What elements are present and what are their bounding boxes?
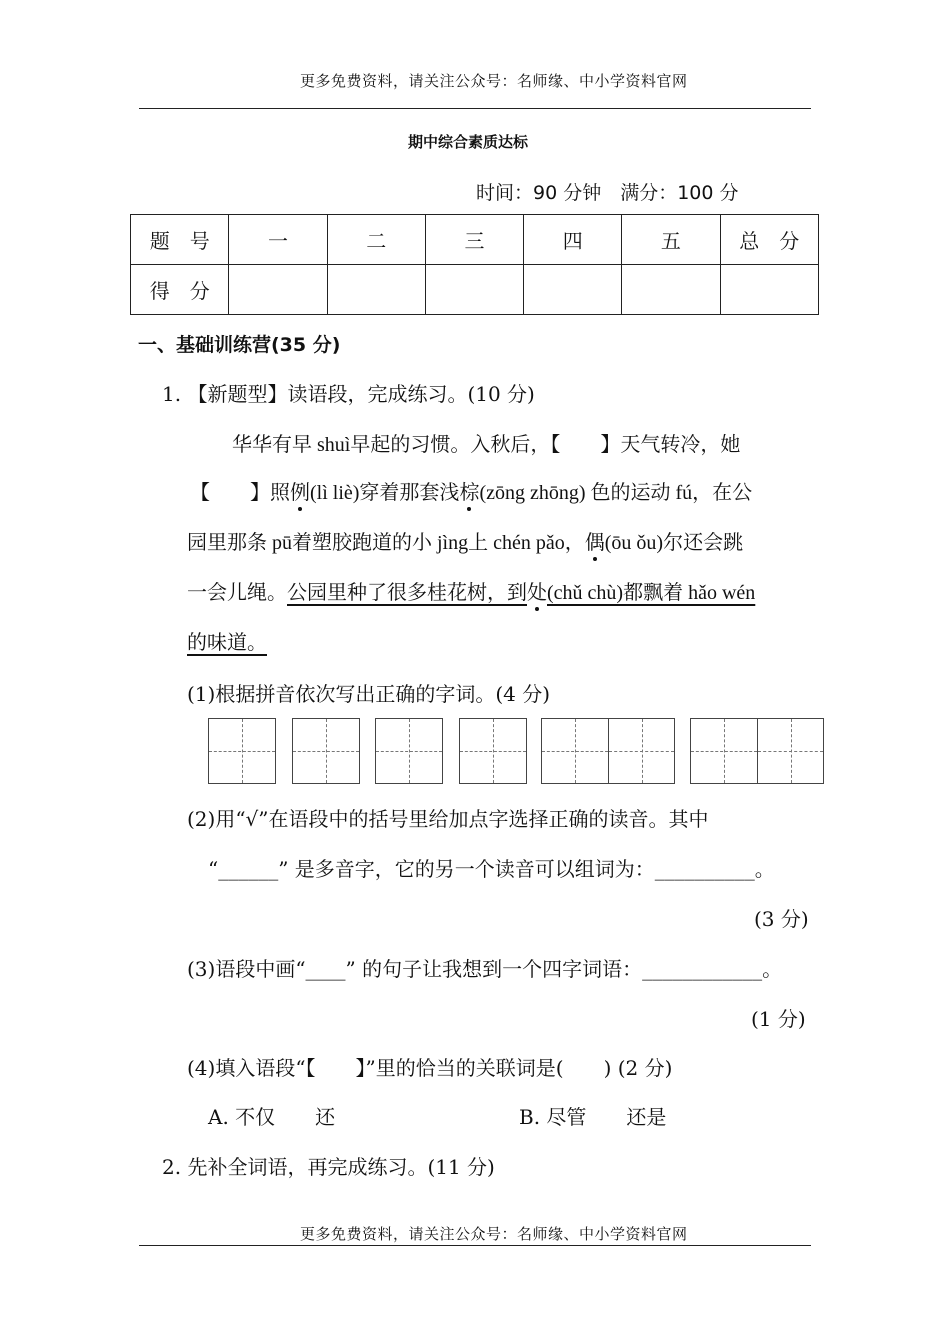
section-heading: 一、基础训练营(35 分) (138, 334, 341, 356)
underlined-sentence: 的味道。 (187, 630, 267, 654)
passage-text: 园里那条 pū着塑胶跑道的小 jìng上 chén pǎo， (187, 532, 585, 554)
score-note: (1 分) (751, 1007, 806, 1031)
footer-divider (139, 1245, 811, 1246)
passage-line (187, 576, 755, 605)
grid-cell[interactable] (691, 719, 757, 783)
sub-question-3[interactable]: (3)语段中画“____” 的句子让我想到一个四字词语：____________。 (187, 957, 783, 981)
sub-question-2: (2)用“√”在语段中的括号里给加点字选择正确的读音。其中 (187, 807, 709, 831)
grid-cell[interactable] (293, 719, 359, 783)
table-cell: 一 (229, 215, 327, 265)
table-cell: 四 (524, 215, 622, 265)
table-cell: 总 分 (720, 215, 818, 265)
sub-question-1: (1)根据拼音依次写出正确的字词。(4 分) (187, 682, 551, 706)
dotted-char: 偶 (585, 526, 605, 555)
score-table (130, 214, 819, 315)
exam-title: 期中综合素质达标 (408, 133, 529, 151)
score-input-cell[interactable] (524, 265, 622, 315)
writing-grid[interactable] (459, 718, 527, 784)
question-1-stem: 1. 【新题型】读语段，完成练习。(10 分) (162, 382, 535, 406)
passage-line: 华华有早 shuì早起的习惯。入秋后，【 】天气转冷，她 (232, 434, 741, 456)
grid-cell[interactable] (608, 719, 674, 783)
passage-line (190, 476, 752, 505)
dotted-char: 例 (290, 476, 310, 505)
sub-question-2-blank[interactable]: “______” 是多音字，它的另一个读音可以组词为：__________。 (208, 857, 775, 881)
dotted-char: 处 (527, 576, 547, 605)
grid-cell[interactable] (757, 719, 823, 783)
table-row (131, 215, 819, 265)
dotted-char: 棕 (459, 476, 479, 505)
passage-text: (zōng zhōng) 色的运动 fú，在公 (479, 482, 753, 504)
score-input-cell[interactable] (425, 265, 523, 315)
exam-meta: 时间：90 分钟 满分：100 分 (476, 182, 739, 204)
score-input-cell[interactable] (327, 265, 425, 315)
score-note: (3 分) (754, 907, 809, 931)
page-header: 更多免费资料，请关注公众号：名师缘、中小学资料官网 (300, 72, 688, 90)
table-cell: 二 (327, 215, 425, 265)
table-cell: 得 分 (131, 265, 229, 315)
writing-grid[interactable] (292, 718, 360, 784)
grid-cell[interactable] (460, 719, 526, 783)
page-footer: 更多免费资料，请关注公众号：名师缘、中小学资料官网 (300, 1225, 688, 1243)
passage-text: 【 】照 (190, 482, 290, 504)
header-divider (139, 108, 811, 109)
passage-text: 公园里种了很多桂花树，到 (287, 582, 527, 604)
writing-grid[interactable] (375, 718, 443, 784)
underlined-sentence (287, 582, 755, 604)
table-cell: 三 (425, 215, 523, 265)
grid-cell[interactable] (376, 719, 442, 783)
grid-cell[interactable] (542, 719, 608, 783)
table-cell: 题 号 (131, 215, 229, 265)
score-input-cell[interactable] (622, 265, 720, 315)
option-b[interactable]: B. 尽管 还是 (519, 1105, 667, 1129)
grid-cell[interactable] (209, 719, 275, 783)
passage-text: (lì liè)穿着那套浅 (310, 482, 460, 504)
table-row (131, 265, 819, 315)
question-2-stem: 2. 先补全词语，再完成练习。(11 分) (162, 1155, 495, 1179)
passage-text: (chǔ chù)都飘着 hǎo wén (547, 582, 756, 604)
score-input-cell[interactable] (229, 265, 327, 315)
writing-grid[interactable] (690, 718, 824, 784)
sub-question-4[interactable]: (4)填入语段“【 】”里的恰当的关联词是( ) (2 分) (187, 1056, 673, 1080)
option-a[interactable]: A. 不仅 还 (208, 1105, 336, 1129)
table-cell: 五 (622, 215, 720, 265)
passage-text: 一会儿绳。 (187, 582, 287, 604)
score-input-cell[interactable] (720, 265, 818, 315)
passage-text: (ōu ǒu)尔还会跳 (604, 532, 744, 554)
writing-grid[interactable] (208, 718, 276, 784)
passage-line (187, 526, 743, 555)
writing-grid[interactable] (541, 718, 675, 784)
